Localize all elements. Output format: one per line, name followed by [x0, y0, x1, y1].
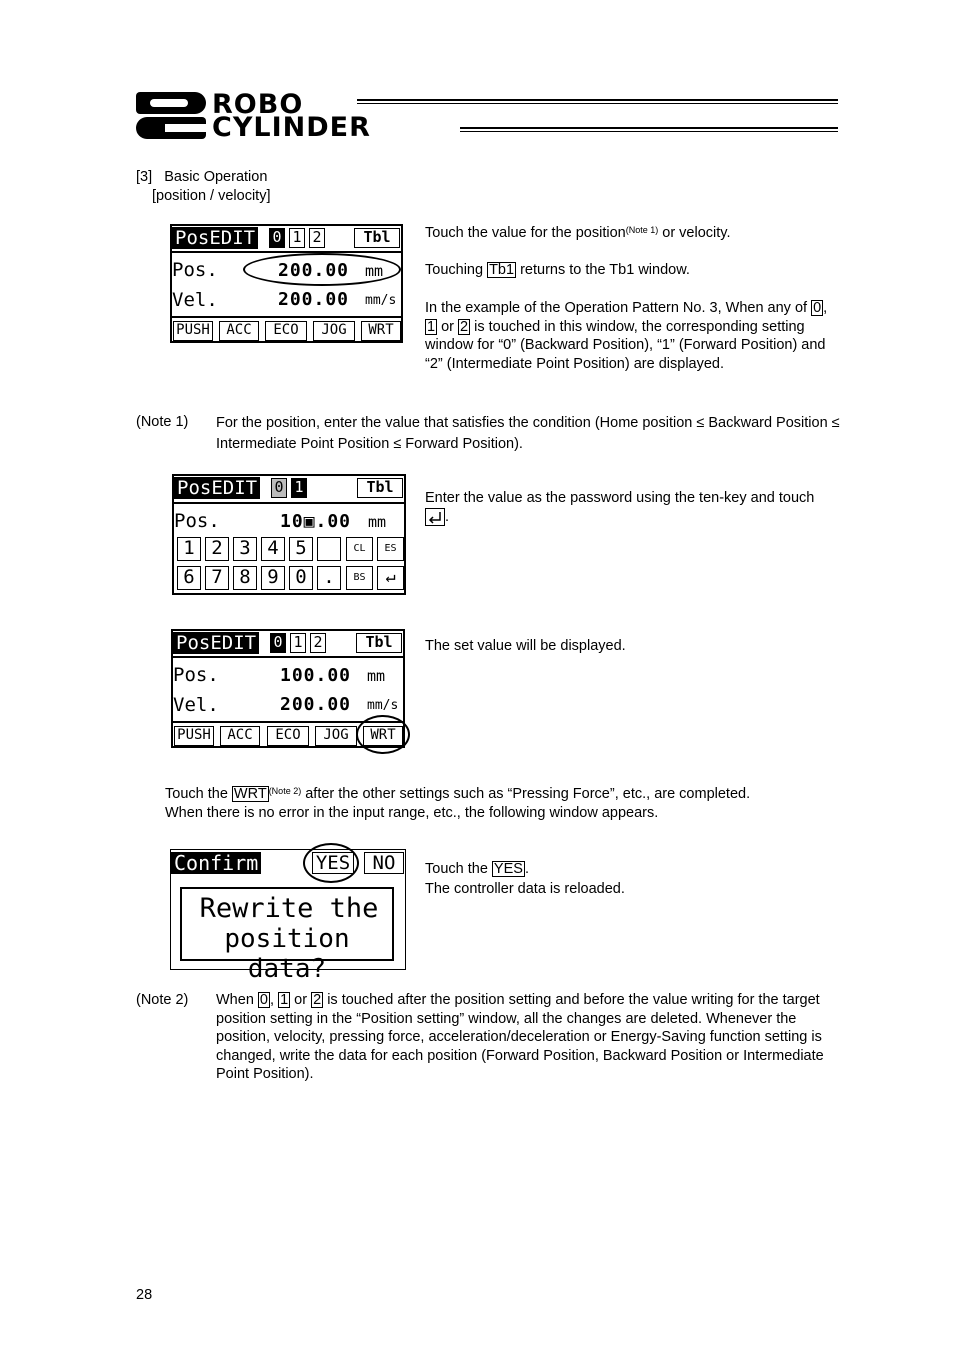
pos-label: Pos.: [172, 259, 218, 281]
confirm-message-line1: Rewrite the: [199, 893, 379, 924]
confirm-message-line2: position data?: [224, 924, 350, 984]
screen-divider: [172, 251, 401, 253]
wrt-button[interactable]: WRT: [361, 321, 401, 341]
tenkey-0[interactable]: 0: [289, 566, 313, 590]
confirm-title: Confirm: [171, 852, 261, 874]
logo-word-robo: ROBO: [212, 89, 304, 120]
pattern-key-2[interactable]: 2: [310, 633, 326, 653]
vel-unit: mm/s: [365, 293, 397, 308]
pos-unit: mm: [365, 262, 384, 280]
pattern-key-1[interactable]: 1: [291, 478, 307, 498]
tenkey-6[interactable]: 6: [177, 566, 201, 590]
wrt-button[interactable]: WRT: [363, 726, 403, 746]
page-number: 28: [136, 1287, 153, 1303]
pos-value-input[interactable]: 10▣.00: [280, 511, 352, 532]
acc-button[interactable]: ACC: [219, 321, 259, 341]
key-ref-1: 1: [427, 318, 436, 335]
eco-button[interactable]: ECO: [267, 726, 309, 746]
section-number: [3]: [136, 169, 153, 185]
note-ref: (Note 1): [625, 225, 659, 235]
key-ref-0: 0: [813, 300, 822, 316]
tenkey-blank[interactable]: [317, 537, 341, 561]
wrt-instruction-line2: When there is no error in the input range, etc., the following window appears.: [165, 805, 659, 821]
tenkey-8[interactable]: 8: [233, 566, 257, 590]
screen-divider: [173, 656, 403, 658]
header-rule-top-1: [357, 99, 838, 101]
screen-title: PosEDIT: [173, 632, 259, 654]
vel-value[interactable]: 200.00: [278, 289, 350, 310]
vel-value[interactable]: 200.00: [280, 694, 352, 715]
pos-label: Pos.: [173, 664, 219, 686]
note-ref: (Note 2): [268, 786, 302, 796]
backspace-key[interactable]: BS: [346, 566, 373, 590]
highlight-oval-yes-button: [303, 843, 359, 883]
eco-button[interactable]: ECO: [265, 321, 307, 341]
desc1-para3: In the example of the Operation Pattern No. 3, When any of 0 , 1 or 2 is touched in this window, the corresponding setting window for “0” (Backward Position), “1” (Forward Position) and “2” (Intermediate Point Position) are displayed.: [425, 300, 828, 372]
tenkey-2[interactable]: 2: [205, 537, 229, 561]
screen-title: PosEDIT: [174, 477, 260, 499]
desc1-para1: Touch the value for the position$^{(Note 1)}$ or velocity.: [425, 225, 731, 241]
section-title: Basic Operation: [164, 169, 268, 185]
pattern-key-0[interactable]: 0: [270, 633, 286, 653]
note1-label: (Note 1): [136, 414, 189, 430]
clear-key[interactable]: CL: [346, 537, 373, 561]
pattern-key-1[interactable]: 1: [289, 228, 305, 248]
pos-unit: mm: [367, 667, 386, 685]
pos-label: Pos.: [174, 510, 220, 532]
key-ref-1: 1: [280, 992, 289, 1008]
header-rule-bottom-2: [460, 131, 838, 132]
note2-label: (Note 2): [136, 992, 189, 1008]
key-ref-0: 0: [259, 992, 268, 1008]
acc-button[interactable]: ACC: [220, 726, 260, 746]
key-ref-2: 2: [313, 992, 322, 1008]
tbl-key[interactable]: Tbl: [357, 478, 403, 498]
screen-divider: [174, 502, 404, 504]
lcd-screen-posedit-tenkey: [172, 474, 406, 595]
header-rule-bottom-1: [460, 127, 838, 129]
jog-button[interactable]: JOG: [313, 321, 355, 341]
key-ref-2: 2: [460, 318, 469, 335]
desc2-text: Enter the value as the password using the ten-key and touch .: [425, 490, 815, 525]
logo-word-cylinder: CYLINDER: [212, 112, 371, 143]
tenkey-3[interactable]: 3: [233, 537, 257, 561]
pattern-key-1[interactable]: 1: [290, 633, 306, 653]
escape-key[interactable]: ES: [377, 537, 404, 561]
tenkey-4[interactable]: 4: [261, 537, 285, 561]
screen-divider: [172, 316, 401, 318]
jog-button[interactable]: JOG: [315, 726, 357, 746]
desc4-line1: Touch the YES .: [425, 861, 529, 877]
highlight-oval-wrt-button: [356, 715, 410, 754]
vel-label: Vel.: [172, 289, 218, 311]
no-button[interactable]: NO: [364, 852, 404, 874]
lcd-screen-confirm: [170, 849, 406, 984]
wrt-key-ref: WRT: [233, 786, 267, 802]
header-rule-top-2: [357, 103, 838, 104]
pos-value[interactable]: 200.00: [278, 260, 350, 281]
note2-text: When 0 , 1 or 2 is touched after the position setting and before the value writing for the target position setting in the “Position setting” window, all the changes are deleted. Whenever the position, velocity, pressing force, acceleration/deceleration or Energy-Saving function setting is changed, write the data for each position (Forward Position, Backward Position or Intermediate Point Position).: [216, 992, 824, 1082]
tenkey-7[interactable]: 7: [205, 566, 229, 590]
desc1-para2: Touching Tb1 returns to the Tb1 window.: [425, 262, 690, 278]
highlight-oval-pos-value: [243, 253, 401, 286]
tenkey-1[interactable]: 1: [177, 537, 201, 561]
pos-value[interactable]: 100.00: [280, 665, 352, 686]
push-button[interactable]: PUSH: [174, 726, 214, 746]
desc3-text: The set value will be displayed.: [425, 638, 626, 654]
tbl-key[interactable]: Tbl: [356, 633, 402, 653]
confirm-message-box: [180, 887, 394, 984]
vel-unit: mm/s: [367, 698, 399, 713]
tb1-key-ref: Tb1: [489, 262, 515, 278]
vel-label: Vel.: [173, 694, 219, 716]
tenkey-9[interactable]: 9: [261, 566, 285, 590]
note1-text: For the position, enter the value that satisfies the condition (Home position ≤ Backward Position ≤ Intermediate Point Position ≤ Forward Position).: [216, 415, 840, 452]
pattern-key-0[interactable]: 0: [271, 478, 287, 498]
enter-key-icon: [425, 508, 445, 526]
tenkey-5[interactable]: 5: [289, 537, 313, 561]
tbl-key[interactable]: Tbl: [354, 228, 400, 248]
screen-title: PosEDIT: [172, 227, 258, 249]
desc4-line2: The controller data is reloaded.: [425, 881, 625, 897]
section-heading: [136, 168, 267, 187]
yes-key-ref: YES: [493, 861, 523, 877]
pattern-key-0[interactable]: 0: [269, 228, 285, 248]
push-button[interactable]: PUSH: [173, 321, 213, 341]
enter-key[interactable]: ↵: [377, 566, 404, 590]
wrt-instruction: Touch the WRT $^{(Note 2)}$ after the other settings such as “Pressing Force”, etc., are completed.: [165, 786, 751, 802]
yes-button[interactable]: YES: [312, 852, 354, 874]
pos-unit: mm: [368, 513, 387, 531]
decimal-key[interactable]: .: [317, 566, 341, 590]
pattern-key-2[interactable]: 2: [309, 228, 325, 248]
section-subtitle: [position / velocity]: [152, 188, 271, 204]
